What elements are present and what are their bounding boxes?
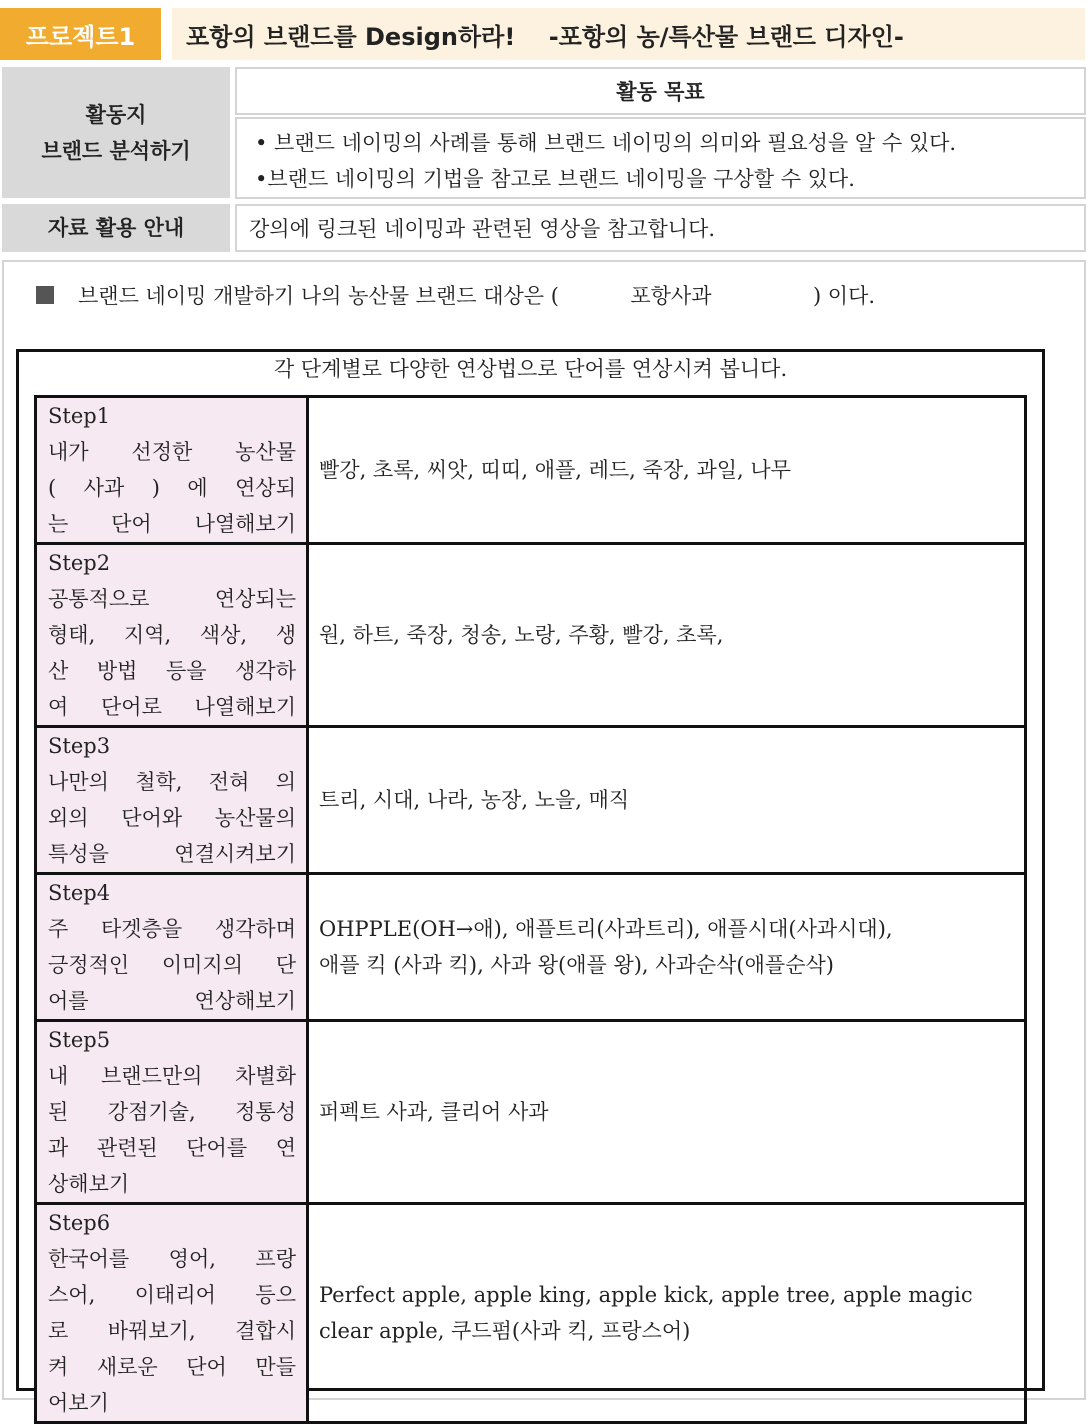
table-row xyxy=(36,1021,1026,1204)
step-desc: 내가 선정한 농산물 xyxy=(48,440,296,464)
step-desc: 어보기 xyxy=(48,1391,109,1415)
step-label xyxy=(36,1021,308,1204)
step-desc: 로 바꿔보기, 결합시 xyxy=(48,1319,296,1343)
steps-table xyxy=(34,395,1027,1424)
table-row xyxy=(36,727,1026,874)
step-desc: 공통적으로 연상되는 xyxy=(48,587,296,611)
step-desc: 여 단어로 나열해보기 xyxy=(48,695,296,719)
step-content xyxy=(308,874,1026,1021)
step-desc: 한국어를 영어, 프랑 xyxy=(48,1247,296,1271)
activity-label-line1: 활동지 xyxy=(85,102,147,127)
step-name: Step1 xyxy=(48,404,111,428)
table-row xyxy=(36,544,1026,727)
step-desc: 긍정적인 이미지의 단 xyxy=(48,953,296,977)
table-row xyxy=(36,1204,1026,1423)
step-label xyxy=(36,874,308,1021)
step-content-line: 퍼펙트 사과, 클리어 사과 xyxy=(319,1100,549,1124)
step-content-line: 애플 킥 (사과 킥), 사과 왕(애플 왕), 사과순삭(애플순삭) xyxy=(319,953,834,977)
step-desc: 어를 연상해보기 xyxy=(48,989,296,1013)
step-label xyxy=(36,397,308,544)
step-content-line: 빨강, 초록, 씨앗, 띠띠, 애플, 레드, 죽장, 과일, 나무 xyxy=(319,458,791,482)
activity-label-line2: 브랜드 분석하기 xyxy=(41,138,191,163)
step-content xyxy=(308,1021,1026,1204)
step-desc: 스어, 이태리어 등으 xyxy=(48,1283,296,1307)
step-label xyxy=(36,544,308,727)
step-name: Step4 xyxy=(48,881,111,905)
step-name: Step6 xyxy=(48,1211,111,1235)
steps-frame-title: 각 단계별로 다양한 연상법으로 단어를 연상시켜 봅니다. xyxy=(273,357,788,381)
naming-sentence xyxy=(36,278,875,312)
step-desc: 과 관련된 단어를 연 xyxy=(48,1136,296,1160)
activity-label xyxy=(2,67,230,198)
square-bullet-icon xyxy=(36,286,54,304)
goal-list xyxy=(235,117,1086,199)
table-row xyxy=(36,874,1026,1021)
step-content-line: 트리, 시대, 나라, 농장, 노을, 매직 xyxy=(319,788,630,812)
step-content xyxy=(308,397,1026,544)
step-desc: 는 단어 나열해보기 xyxy=(48,512,296,536)
step-content-line: 원, 하트, 죽장, 청송, 노랑, 주황, 빨강, 초록, xyxy=(319,623,724,647)
project-badge: 프로젝트1 xyxy=(0,8,161,60)
step-name: Step3 xyxy=(48,734,111,758)
step-content-line: clear apple, 쿠드펌(사과 킥, 프랑스어) xyxy=(319,1319,691,1343)
step-desc: 내 브랜드만의 차별화 xyxy=(48,1064,296,1088)
goal-item: • 브랜드 네이밍의 사례를 통해 브랜드 네이밍의 의미와 필요성을 알 수 있다. xyxy=(255,131,957,155)
table-row xyxy=(36,397,1026,544)
goal-title: 활동 목표 xyxy=(235,67,1086,115)
step-content-line: Perfect apple, apple king, apple kick, apple tree, apple magic xyxy=(319,1283,973,1307)
step-name: Step5 xyxy=(48,1028,111,1052)
step-content xyxy=(308,727,1026,874)
step-desc: 나만의 철학, 전혀 의 xyxy=(48,770,296,794)
step-desc: 특성을 연결시켜보기 xyxy=(48,842,296,866)
resource-label: 자료 활용 안내 xyxy=(2,204,230,252)
step-desc: 산 방법 등을 생각하 xyxy=(48,659,296,683)
naming-target: 포항사과 xyxy=(630,284,712,308)
step-desc: 켜 새로운 단어 만들 xyxy=(48,1355,296,1379)
step-label xyxy=(36,1204,308,1423)
step-content xyxy=(308,544,1026,727)
step-content xyxy=(308,1204,1026,1423)
step-desc: 형태, 지역, 색상, 생 xyxy=(48,623,296,647)
step-desc: 된 강점기술, 정통성 xyxy=(48,1100,296,1124)
naming-prefix: 브랜드 네이밍 개발하기 나의 농산물 브랜드 대상은 ( xyxy=(78,284,559,308)
step-desc: 외의 단어와 농산물의 xyxy=(48,806,296,830)
step-desc: ( 사과 ) 에 연상되 xyxy=(48,476,296,500)
page-title: 포항의 브랜드를 Design하라! -포항의 농/특산물 브랜드 디자인- xyxy=(172,8,1085,60)
naming-suffix: ) 이다. xyxy=(812,284,876,308)
goal-item: •브랜드 네이밍의 기법을 참고로 브랜드 네이밍을 구상할 수 있다. xyxy=(255,167,855,191)
step-label xyxy=(36,727,308,874)
step-name: Step2 xyxy=(48,551,111,575)
resource-text: 강의에 링크된 네이밍과 관련된 영상을 참고합니다. xyxy=(235,204,1086,252)
step-desc: 주 타겟층을 생각하며 xyxy=(48,917,296,941)
step-content-line: OHPPLE(OH→애), 애플트리(사과트리), 애플시대(사과시대), xyxy=(319,917,893,941)
step-desc: 상해보기 xyxy=(48,1172,130,1196)
